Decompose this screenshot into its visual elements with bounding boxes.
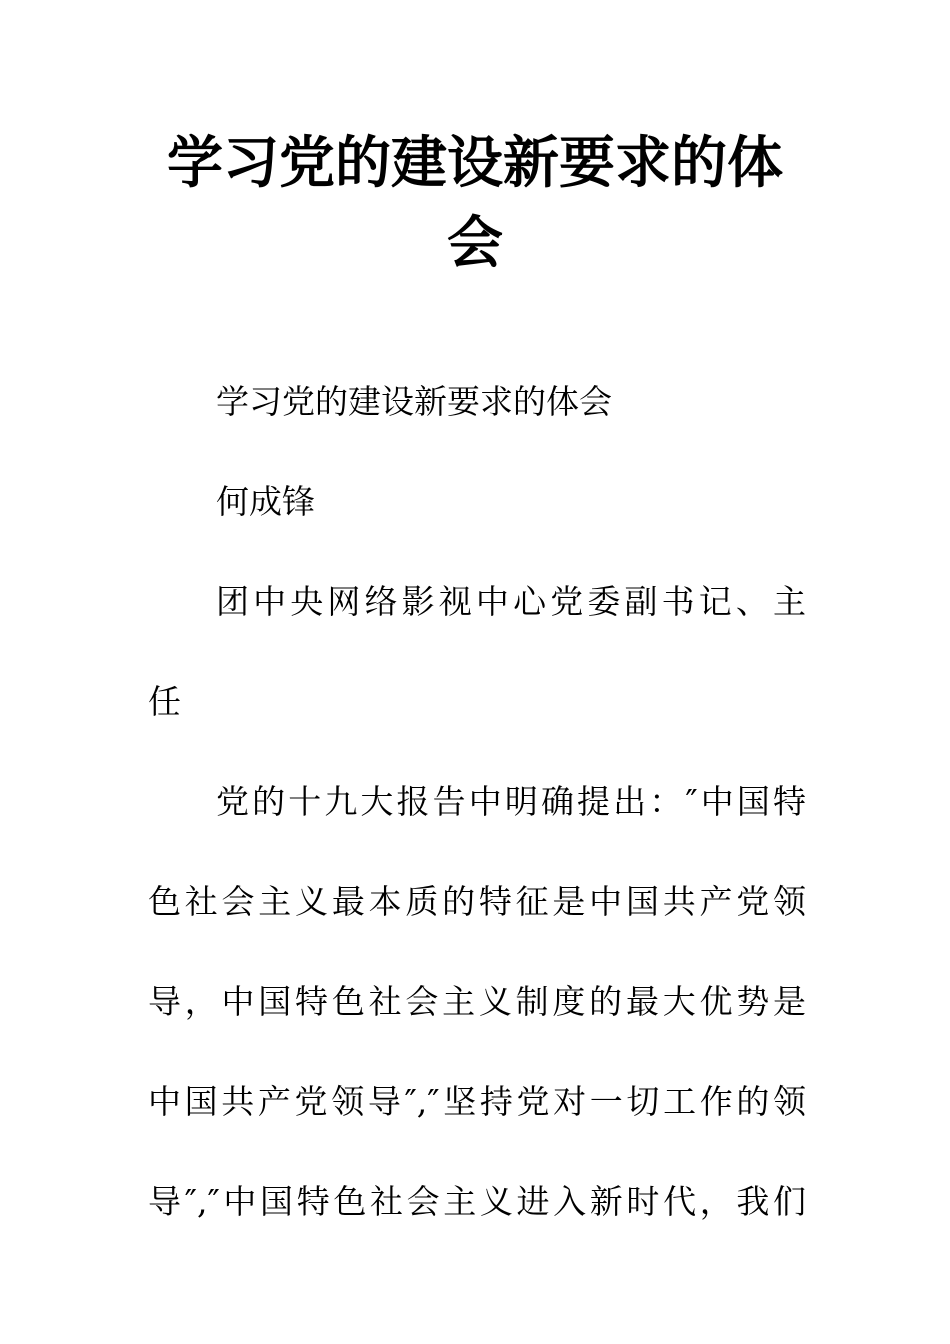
paragraph-line-4: 中国共产党领导″,″坚持党对一切工作的领 [148,1082,806,1121]
affiliation-line-2: 任 [148,682,181,721]
paragraph-line-2: 色社会主义最本质的特征是中国共产党领 [148,882,806,921]
author-line: 何成锋 [216,482,315,521]
paragraph-line-1: 党的十九大报告中明确提出：″中国特 [216,782,806,821]
title-line-1: 学习党的建设新要求的体 [167,131,783,196]
document-title [140,124,810,284]
paragraph-line-3: 导，中国特色社会主义制度的最大优势是 [148,982,806,1021]
paragraph-line-5: 导″,″中国特色社会主义进入新时代，我们 [148,1182,806,1221]
subtitle-line: 学习党的建设新要求的体会 [216,382,612,421]
affiliation-line-1: 团中央网络影视中心党委副书记、主 [216,582,806,621]
title-line-2: 会 [447,211,503,276]
